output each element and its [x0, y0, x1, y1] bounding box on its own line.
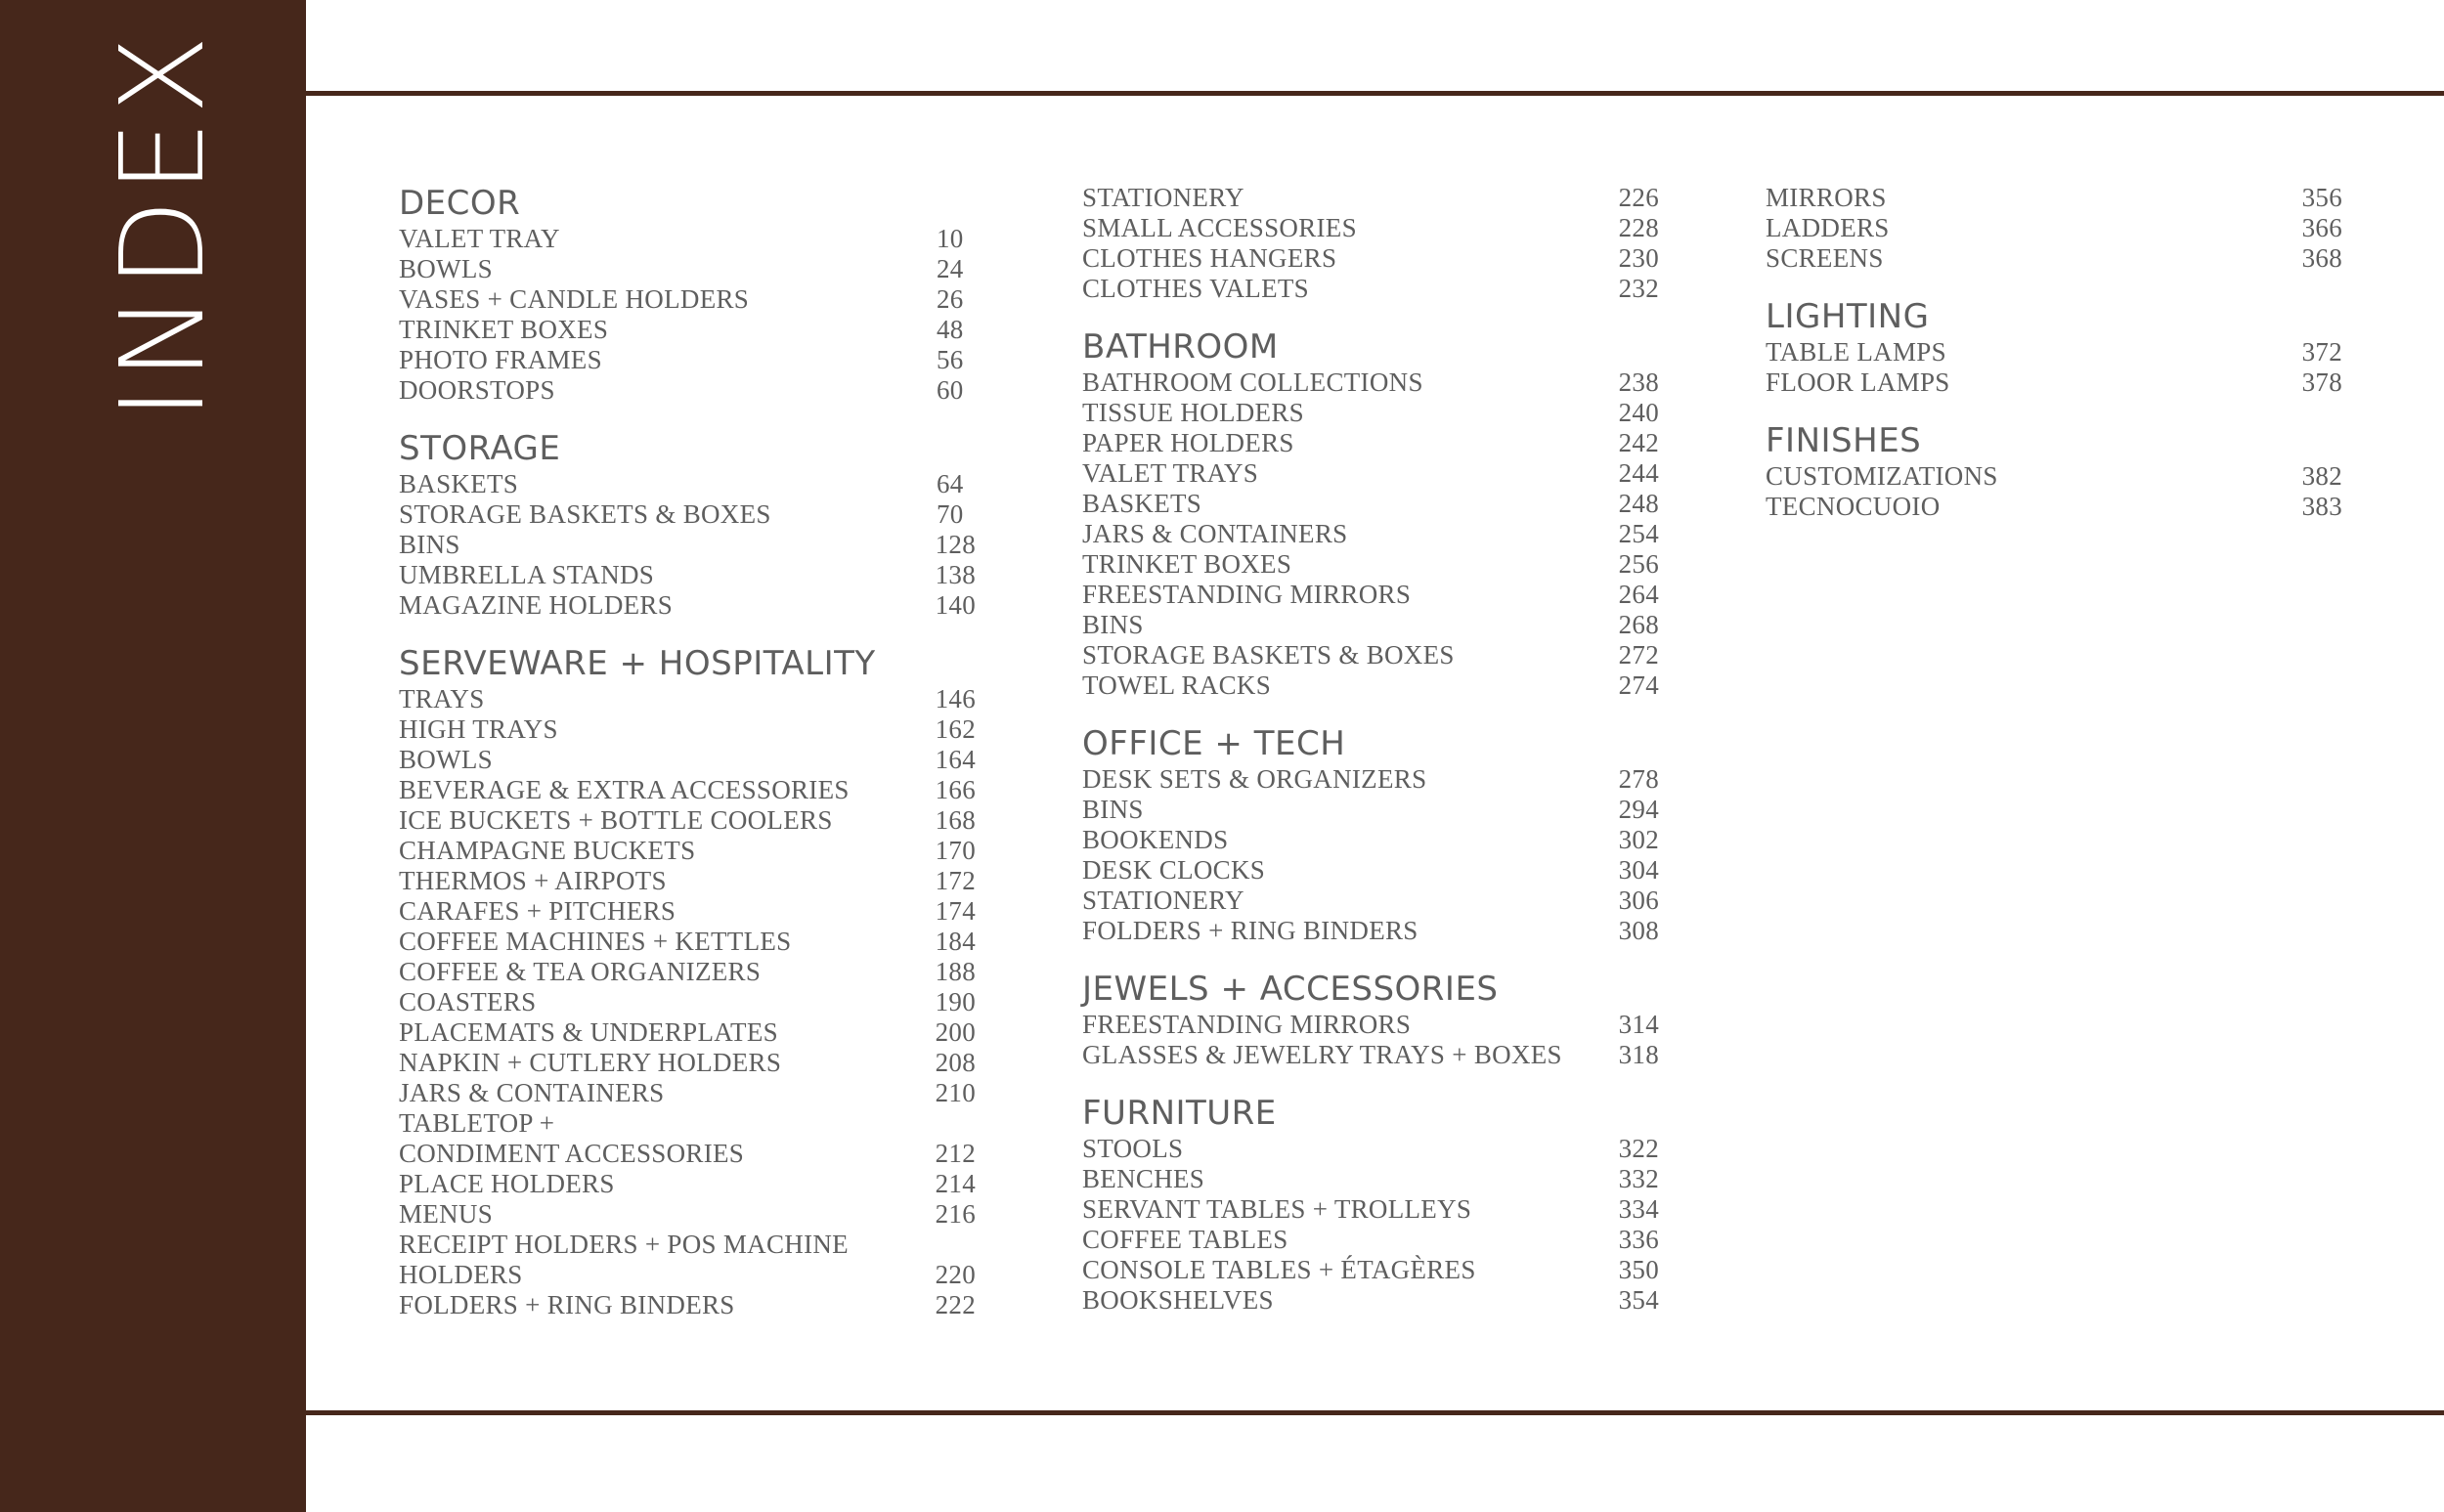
entry-page-number: 140: [935, 590, 976, 620]
entry-label: BASKETS: [399, 469, 519, 498]
entry-page-number: 170: [935, 836, 976, 865]
index-entry: [1082, 1225, 1659, 1255]
index-entry: [399, 1048, 976, 1078]
entry-label: PAPER HOLDERS: [1082, 428, 1294, 457]
entry-label: LADDERS: [1766, 213, 1890, 242]
entry-page-number: 168: [935, 805, 976, 835]
entry-label: FOLDERS + RING BINDERS: [1082, 916, 1418, 945]
entry-label: CARAFES + PITCHERS: [399, 896, 676, 926]
index-entry: [1082, 1164, 1659, 1194]
entry-page-number: 220: [935, 1260, 976, 1289]
entry-page-number: 212: [935, 1139, 976, 1168]
index-entry: [1766, 492, 2342, 522]
index-entry: [1082, 428, 1659, 458]
index-entry: [399, 987, 976, 1017]
entry-page-number: 278: [1618, 764, 1659, 794]
section-title: FURNITURE: [1082, 1094, 1277, 1133]
entry-label: JARS & CONTAINERS: [399, 1078, 665, 1107]
index-entry: [1082, 549, 1659, 580]
entry-page-number: 366: [2301, 213, 2342, 242]
entry-label: COFFEE & TEA ORGANIZERS: [399, 957, 762, 986]
entry-label: TABLE LAMPS: [1766, 337, 1946, 367]
entry-page-number: 48: [937, 315, 964, 344]
entry-label: VALET TRAYS: [1082, 458, 1259, 488]
sidebar: [0, 0, 306, 1512]
entry-page-number: 264: [1618, 580, 1659, 609]
index-entry: [1766, 367, 2342, 398]
entry-label: CLOTHES VALETS: [1082, 274, 1309, 303]
entry-page-number: 332: [1618, 1164, 1659, 1193]
index-entry: [1082, 886, 1659, 916]
index-entry: [1082, 1134, 1659, 1164]
entry-label: TRINKET BOXES: [399, 315, 609, 344]
entry-label: JARS & CONTAINERS: [1082, 519, 1348, 548]
index-entry: [1082, 1255, 1659, 1285]
section-title: LIGHTING: [1766, 297, 1930, 336]
entry-label: TRINKET BOXES: [1082, 549, 1292, 579]
index-entry: [399, 254, 976, 284]
index-entry: [1082, 1040, 1659, 1070]
entry-page-number: 128: [935, 530, 976, 559]
index-entry: [399, 345, 976, 375]
index-entry: [399, 1017, 976, 1048]
index-entry: [1082, 274, 1659, 304]
entry-page-number: 174: [935, 896, 976, 926]
index-column-2: [1082, 183, 1659, 1338]
entry-page-number: 240: [1618, 398, 1659, 427]
entry-label: BEVERAGE & EXTRA ACCESSORIES: [399, 775, 850, 804]
entry-page-number: 216: [935, 1199, 976, 1229]
entry-page-number: 56: [937, 345, 964, 374]
top-divider: [306, 91, 2444, 96]
entry-label: COASTERS: [399, 987, 537, 1016]
entry-label: BOWLS: [399, 254, 493, 283]
entry-page-number: 334: [1618, 1194, 1659, 1224]
index-entry: [399, 927, 976, 957]
index-entry: [399, 836, 976, 866]
entry-label: VASES + CANDLE HOLDERS: [399, 284, 750, 314]
entry-page-number: 164: [935, 745, 976, 774]
entry-page-number: 208: [935, 1048, 976, 1077]
entry-page-number: 302: [1618, 825, 1659, 854]
index-section: [1766, 183, 2342, 274]
entry-label: RECEIPT HOLDERS + POS MACHINE HOLDERS: [399, 1230, 849, 1289]
section-title: BATHROOM: [1082, 327, 1279, 367]
index-entry: [1082, 825, 1659, 855]
entry-page-number: 60: [937, 375, 964, 405]
index-entry: [1082, 1010, 1659, 1040]
entry-label: MIRRORS: [1766, 183, 1887, 212]
index-entry: [399, 284, 976, 315]
entry-page-number: 228: [1618, 213, 1659, 242]
entry-page-number: 272: [1618, 640, 1659, 670]
entry-label: BINS: [1082, 610, 1144, 639]
entry-page-number: 254: [1618, 519, 1659, 548]
entry-page-number: 383: [2301, 492, 2342, 521]
entry-label: FREESTANDING MIRRORS: [1082, 580, 1412, 609]
entry-label: PLACEMATS & UNDERPLATES: [399, 1017, 778, 1047]
entry-page-number: 268: [1618, 610, 1659, 639]
entry-label: DOORSTOPS: [399, 375, 555, 405]
entry-label: UMBRELLA STANDS: [399, 560, 655, 589]
entry-page-number: 64: [937, 469, 964, 498]
entry-page-number: 162: [935, 714, 976, 744]
entry-page-number: 190: [935, 987, 976, 1016]
entry-page-number: 184: [935, 927, 976, 956]
index-entry: [399, 714, 976, 745]
entry-label: TABLETOP + CONDIMENT ACCESSORIES: [399, 1108, 745, 1168]
entry-label: BENCHES: [1082, 1164, 1205, 1193]
section-title: FINISHES: [1766, 421, 1922, 460]
index-entry: [1082, 610, 1659, 640]
entry-page-number: 172: [935, 866, 976, 895]
entry-page-number: 210: [935, 1078, 976, 1107]
index-entry: [1766, 461, 2342, 492]
index-entry: [1766, 337, 2342, 367]
index-section: [1082, 326, 1659, 701]
index-entry: [1082, 243, 1659, 274]
section-title: SERVEWARE + HOSPITALITY: [399, 644, 876, 683]
index-entry: [1082, 764, 1659, 795]
index-column-3: [1766, 183, 2342, 544]
index-section: [399, 428, 976, 621]
entry-page-number: 138: [935, 560, 976, 589]
entry-page-number: 306: [1618, 886, 1659, 915]
entry-label: STORAGE BASKETS & BOXES: [1082, 640, 1455, 670]
entry-label: TRAYS: [399, 684, 485, 713]
entry-page-number: 294: [1618, 795, 1659, 824]
index-entry: [399, 499, 976, 530]
entry-label: BATHROOM COLLECTIONS: [1082, 367, 1423, 397]
entry-label: DESK SETS & ORGANIZERS: [1082, 764, 1427, 794]
entry-label: TISSUE HOLDERS: [1082, 398, 1304, 427]
index-entry: [399, 1108, 976, 1169]
entry-label: NAPKIN + CUTLERY HOLDERS: [399, 1048, 782, 1077]
bottom-divider: [306, 1410, 2444, 1415]
entry-page-number: 166: [935, 775, 976, 804]
entry-page-number: 354: [1618, 1285, 1659, 1315]
index-entry: [399, 805, 976, 836]
index-entry: [1082, 519, 1659, 549]
index-entry: [1082, 458, 1659, 489]
entry-page-number: 226: [1618, 183, 1659, 212]
index-section: [1082, 969, 1659, 1070]
entry-page-number: 230: [1618, 243, 1659, 273]
index-entry: [1082, 489, 1659, 519]
entry-page-number: 322: [1618, 1134, 1659, 1163]
index-section: [399, 183, 976, 406]
entry-page-number: 244: [1618, 458, 1659, 488]
index-entry: [399, 469, 976, 499]
entry-page-number: 336: [1618, 1225, 1659, 1254]
entry-label: THERMOS + AIRPOTS: [399, 866, 667, 895]
entry-label: CHAMPAGNE BUCKETS: [399, 836, 696, 865]
entry-label: BOOKENDS: [1082, 825, 1229, 854]
entry-page-number: 378: [2301, 367, 2342, 397]
index-entry: [399, 745, 976, 775]
index-entry: [399, 684, 976, 714]
index-entry: [1766, 213, 2342, 243]
entry-page-number: 314: [1618, 1010, 1659, 1039]
entry-label: TECNOCUOIO: [1766, 492, 1941, 521]
index-entry: [399, 957, 976, 987]
index-section: [399, 643, 976, 1320]
index-title: INDEX: [95, 29, 230, 420]
index-entry: [1766, 243, 2342, 274]
entry-label: STATIONERY: [1082, 183, 1244, 212]
index-entry: [399, 530, 976, 560]
index-entry: [1082, 916, 1659, 946]
entry-label: FREESTANDING MIRRORS: [1082, 1010, 1412, 1039]
entry-page-number: 222: [935, 1290, 976, 1319]
entry-page-number: 248: [1618, 489, 1659, 518]
entry-page-number: 308: [1618, 916, 1659, 945]
entry-label: CUSTOMIZATIONS: [1766, 461, 1998, 491]
index-entry: [399, 590, 976, 621]
entry-label: MENUS: [399, 1199, 494, 1229]
index-entry: [1082, 670, 1659, 701]
index-entry: [399, 1290, 976, 1320]
section-title: OFFICE + TECH: [1082, 724, 1346, 763]
entry-page-number: 242: [1618, 428, 1659, 457]
entry-label: GLASSES & JEWELRY TRAYS + BOXES: [1082, 1040, 1562, 1069]
index-entry: [1082, 855, 1659, 886]
index-entry: [1082, 213, 1659, 243]
entry-label: STORAGE BASKETS & BOXES: [399, 499, 771, 529]
index-section: [1082, 723, 1659, 946]
entry-page-number: 304: [1618, 855, 1659, 885]
section-title: STORAGE: [399, 429, 561, 468]
entry-label: BOWLS: [399, 745, 493, 774]
entry-label: TOWEL RACKS: [1082, 670, 1272, 700]
index-entry: [399, 866, 976, 896]
entry-page-number: 238: [1618, 367, 1659, 397]
entry-label: SMALL ACCESSORIES: [1082, 213, 1357, 242]
entry-page-number: 368: [2301, 243, 2342, 273]
index-column-1: [399, 183, 976, 1343]
index-section: [1082, 183, 1659, 304]
index-entry: [1082, 367, 1659, 398]
index-section: [1766, 420, 2342, 522]
entry-page-number: 356: [2301, 183, 2342, 212]
entry-label: BINS: [399, 530, 460, 559]
entry-page-number: 70: [937, 499, 964, 529]
entry-label: PLACE HOLDERS: [399, 1169, 615, 1198]
entry-page-number: 10: [937, 224, 964, 253]
index-entry: [399, 1199, 976, 1230]
entry-label: COFFEE TABLES: [1082, 1225, 1288, 1254]
entry-label: MAGAZINE HOLDERS: [399, 590, 674, 620]
entry-label: CONSOLE TABLES + ÉTAGÈRES: [1082, 1255, 1476, 1284]
entry-page-number: 200: [935, 1017, 976, 1047]
entry-label: SCREENS: [1766, 243, 1884, 273]
entry-label: HIGH TRAYS: [399, 714, 558, 744]
section-title: JEWELS + ACCESSORIES: [1082, 970, 1499, 1009]
index-entry: [399, 315, 976, 345]
entry-page-number: 188: [935, 957, 976, 986]
index-entry: [1082, 183, 1659, 213]
entry-page-number: 274: [1618, 670, 1659, 700]
entry-page-number: 26: [937, 284, 964, 314]
entry-label: ICE BUCKETS + BOTTLE COOLERS: [399, 805, 833, 835]
index-entry: [1082, 580, 1659, 610]
entry-page-number: 372: [2301, 337, 2342, 367]
entry-label: BOOKSHELVES: [1082, 1285, 1274, 1315]
index-entry: [1082, 398, 1659, 428]
entry-label: FLOOR LAMPS: [1766, 367, 1950, 397]
entry-label: BINS: [1082, 795, 1144, 824]
section-title: DECOR: [399, 184, 521, 223]
index-entry: [1766, 183, 2342, 213]
index-entry: [399, 224, 976, 254]
index-entry: [399, 896, 976, 927]
entry-label: FOLDERS + RING BINDERS: [399, 1290, 735, 1319]
entry-page-number: 232: [1618, 274, 1659, 303]
entry-label: DESK CLOCKS: [1082, 855, 1266, 885]
entry-label: STATIONERY: [1082, 886, 1244, 915]
entry-label: VALET TRAY: [399, 224, 560, 253]
index-section: [1766, 296, 2342, 398]
index-entry: [399, 1169, 976, 1199]
entry-label: CLOTHES HANGERS: [1082, 243, 1337, 273]
entry-label: STOOLS: [1082, 1134, 1184, 1163]
entry-page-number: 350: [1618, 1255, 1659, 1284]
index-entry: [399, 375, 976, 406]
index-entry: [1082, 795, 1659, 825]
index-section: [1082, 1093, 1659, 1316]
entry-label: SERVANT TABLES + TROLLEYS: [1082, 1194, 1472, 1224]
entry-page-number: 256: [1618, 549, 1659, 579]
index-entry: [1082, 640, 1659, 670]
entry-page-number: 382: [2301, 461, 2342, 491]
index-entry: [399, 775, 976, 805]
index-entry: [1082, 1285, 1659, 1316]
entry-label: BASKETS: [1082, 489, 1202, 518]
entry-page-number: 24: [937, 254, 964, 283]
entry-page-number: 318: [1618, 1040, 1659, 1069]
index-entry: [399, 1230, 976, 1290]
entry-page-number: 214: [935, 1169, 976, 1198]
index-entry: [1082, 1194, 1659, 1225]
index-entry: [399, 1078, 976, 1108]
entry-page-number: 146: [935, 684, 976, 713]
entry-label: PHOTO FRAMES: [399, 345, 602, 374]
entry-label: COFFEE MACHINES + KETTLES: [399, 927, 792, 956]
index-entry: [399, 560, 976, 590]
